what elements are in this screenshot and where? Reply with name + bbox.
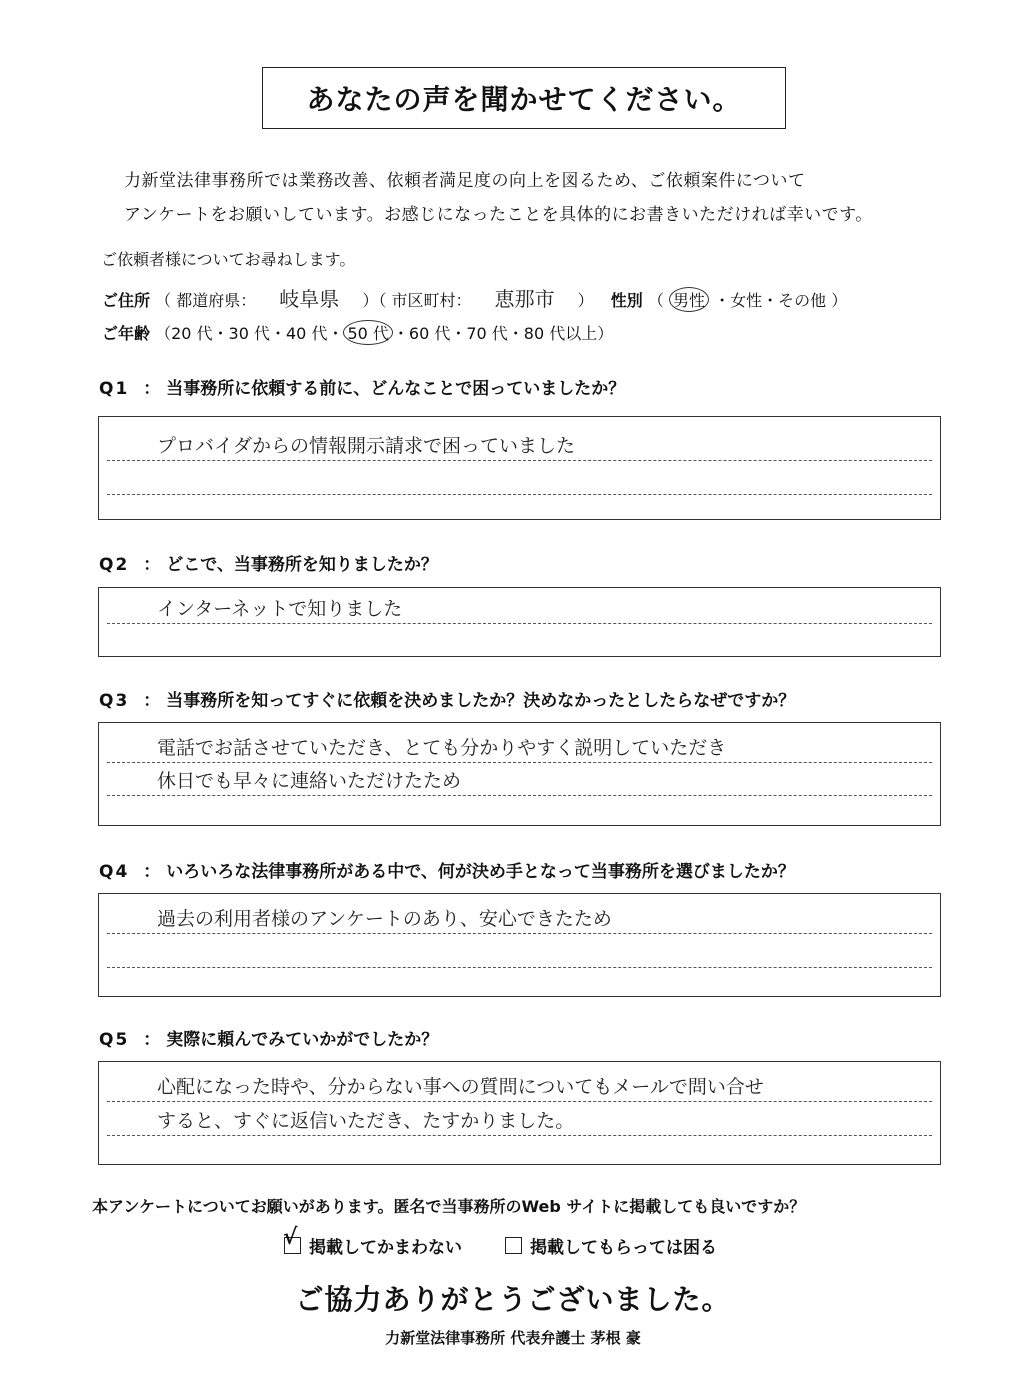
answer-box-4[interactable] (98, 893, 941, 997)
question-4-label: Q4 (99, 862, 130, 882)
answer-2-line-1: インターネットで知りました (107, 594, 932, 624)
address-label: ご住所 (102, 291, 151, 310)
question-3-label: Q3 (99, 691, 130, 711)
question-4 (99, 857, 795, 882)
consent-ng-checkbox[interactable] (505, 1237, 522, 1254)
question-3 (99, 686, 795, 711)
gender-male-selected[interactable]: 男性 (669, 287, 709, 312)
answer-box-5[interactable] (98, 1061, 941, 1165)
intro-line-1: 力新堂法律事務所では業務改善、依頼者満足度の向上を図るため、ご依頼案件について (124, 171, 806, 191)
city-value[interactable]: 恵那市 (494, 287, 555, 311)
answer-1-line-1: プロバイダからの情報開示請求で困っていました (107, 431, 932, 461)
answer-1-line-2 (107, 465, 932, 495)
answer-5-line-1: 心配になった時や、分からない事への質問についてもメールで問い合せ (107, 1072, 932, 1102)
question-5-label: Q5 (99, 1030, 130, 1050)
client-heading: ご依頼者様についてお尋ねします。 (101, 250, 356, 269)
check-mark-icon: √ (283, 1224, 298, 1250)
answer-4-line-2 (107, 938, 932, 968)
page-title: あなたの声を聞かせてください。 (262, 67, 786, 129)
question-1 (99, 374, 625, 399)
prefecture-label: （ 都道府県： (155, 291, 257, 310)
question-5-text: ： 実際に頼んでみていかがでしたか？ (143, 1030, 439, 1050)
answer-3-line-2: 休日でも早々に連絡いただけたため (107, 766, 932, 796)
answer-4-line-1: 過去の利用者様のアンケートのあり、安心できたため (107, 904, 932, 934)
thanks-message: ご協力ありがとうございました。 (295, 1283, 731, 1316)
age-row (102, 320, 613, 345)
question-1-text: ： 当事務所に依頼する前に、どんなことで困っていましたか？ (143, 379, 626, 399)
consent-option-ng[interactable] (505, 1233, 717, 1258)
question-4-text: ： いろいろな法律事務所がある中で、何が決め手となって当事務所を選びましたか？ (143, 862, 795, 882)
question-1-label: Q1 (99, 379, 130, 399)
consent-question: 本アンケートについてお願いがあります。匿名で当事務所のWeb サイトに掲載しても良いですか？ (92, 1197, 806, 1216)
age-selected[interactable]: 50 代 (343, 320, 392, 345)
answer-box-1[interactable] (98, 416, 941, 520)
city-label: ）（ 市区町村： (362, 291, 472, 310)
consent-option-ok[interactable] (283, 1224, 462, 1258)
answer-5-line-2: すると、すぐに返信いただき、たすかりました。 (107, 1106, 932, 1136)
consent-ok-checkbox[interactable] (283, 1224, 301, 1254)
question-3-text: ： 当事務所を知ってすぐに依頼を決めましたか？決めなかったとしたらなぜですか？ (143, 691, 796, 711)
prefecture-value[interactable]: 岐阜県 (279, 287, 340, 311)
question-2-text: ： どこで、当事務所を知りましたか？ (143, 555, 438, 575)
signature: 力新堂法律事務所 代表弁護士 茅根 豪 (385, 1329, 641, 1347)
answer-box-3[interactable] (98, 722, 941, 826)
address-row (102, 283, 847, 312)
question-2 (99, 550, 438, 575)
question-5 (99, 1025, 438, 1050)
age-suffix: ・60 代・70 代・80 代以上） (392, 324, 614, 343)
gender-others: ・女性・その他 ） (714, 291, 848, 310)
answer-3-line-1: 電話でお話させていただき、とても分かりやすく説明していただき (107, 733, 932, 763)
intro-line-2: アンケートをお願いしています。お感じになったことを具体的にお書きいただければ幸いです。 (124, 205, 873, 225)
gender-label: 性別 (610, 291, 643, 310)
gender-open: （ (647, 291, 664, 310)
city-close: ） (577, 291, 594, 310)
age-label: ご年齢 (102, 324, 151, 343)
question-2-label: Q2 (99, 555, 130, 575)
answer-box-2[interactable] (98, 587, 941, 657)
age-prefix: （20 代・30 代・40 代・ (155, 324, 344, 343)
consent-ng-label: 掲載してもらっては困る (530, 1238, 717, 1258)
consent-ok-label: 掲載してかまわない (309, 1238, 462, 1258)
